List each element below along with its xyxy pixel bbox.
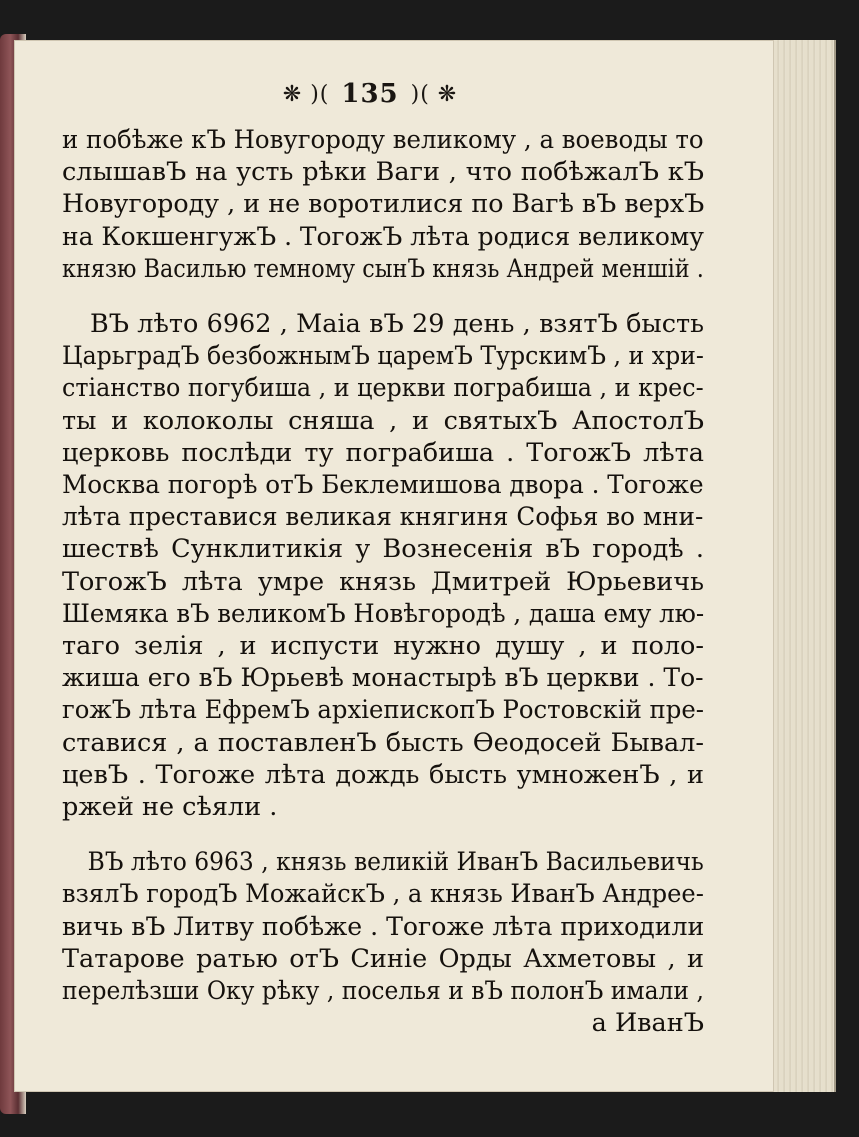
catchword: а ИванЪ bbox=[591, 1008, 704, 1039]
text-line: ВЪ лѣто 6962 , Маіа вЪ 29 день , взятЪ бысть bbox=[90, 309, 704, 340]
text-line: Москва погорѣ отЪ Беклемишова двора . Тогоже bbox=[62, 470, 704, 501]
text-line: Шемяка вЪ великомЪ Новѣгородѣ , даша ему лю- bbox=[62, 598, 705, 629]
text-line: на КокшенгужЪ . ТогожЪ лѣта родися великому bbox=[62, 221, 704, 252]
page-header bbox=[240, 76, 500, 112]
text-line: церковь послѣди ту пограбиша . ТогожЪ лѣта bbox=[62, 437, 704, 468]
text-line: вичь вЪ Литву побѣже . Тогоже лѣта приходили bbox=[62, 911, 705, 942]
text-line: ВЪ лѣто 6963 , князь великій ИванЪ Васильевичь bbox=[87, 847, 704, 878]
text-line: перелѣзши Оку рѣку , поселья и вЪ полонЪ имали , bbox=[62, 976, 704, 1007]
text-line: и побѣже кЪ Новугороду великому , а воеводы то bbox=[62, 125, 704, 155]
text-line: взялЪ городЪ МожайскЪ , а князь ИванЪ Андрее- bbox=[62, 879, 704, 910]
text-line: гожЪ лѣта ЕфремЪ архіепископЪ Ростовскій пре- bbox=[62, 695, 704, 726]
body-text bbox=[62, 124, 704, 1039]
text-line: Татарове ратью отЪ Синіе Орды Ахметовы , и bbox=[62, 943, 704, 974]
text-line: ты и колоколы сняша , и святыхЪ АпостолЪ bbox=[62, 405, 704, 436]
text-line: слышавЪ на усть рѣки Ваги , что побѣжалЪ кЪ bbox=[62, 157, 704, 188]
text-line: князю Василью темному сынЪ князь Андрей меншій . bbox=[62, 253, 704, 284]
page-edges bbox=[774, 40, 836, 1092]
ornament-right-icon: )( ❋ bbox=[410, 81, 458, 107]
text-line: шествѣ Сунклитикія у Вознесенія вЪ городѣ . bbox=[62, 534, 704, 565]
text-line: ЦарьградЪ безбожнымЪ царемЪ ТурскимЪ , и хри- bbox=[62, 341, 704, 372]
text-line: ржей не сѣяли . bbox=[62, 792, 278, 823]
text-line: цевЪ . Тогоже лѣта дождь бысть умноженЪ , и bbox=[62, 759, 704, 790]
paragraph-1 bbox=[62, 124, 704, 285]
text-line: лѣта преставися великая княгиня Софья во мни- bbox=[62, 502, 704, 533]
paragraph-2 bbox=[62, 308, 704, 823]
text-line: ставися , а поставленЪ бысть Ѳеодосей Бывал- bbox=[62, 727, 704, 758]
page-number: 135 bbox=[341, 79, 399, 109]
ornament-left-icon: ❋ )( bbox=[282, 81, 330, 107]
text-line: стіанство погубиша , и церкви пограбиша , и крес- bbox=[62, 373, 704, 404]
text-line: Новугороду , и не воротилися по Вагѣ вЪ верхЪ bbox=[62, 189, 705, 220]
text-line: ТогожЪ лѣта умре князь Дмитрей Юрьевичь bbox=[62, 566, 704, 597]
paragraph-3 bbox=[62, 846, 704, 1039]
text-line: жиша его вЪ Юрьевѣ монастырѣ вЪ церкви . То- bbox=[62, 663, 704, 694]
text-line: таго зелія , и испусти нужно душу , и поло- bbox=[62, 631, 704, 662]
